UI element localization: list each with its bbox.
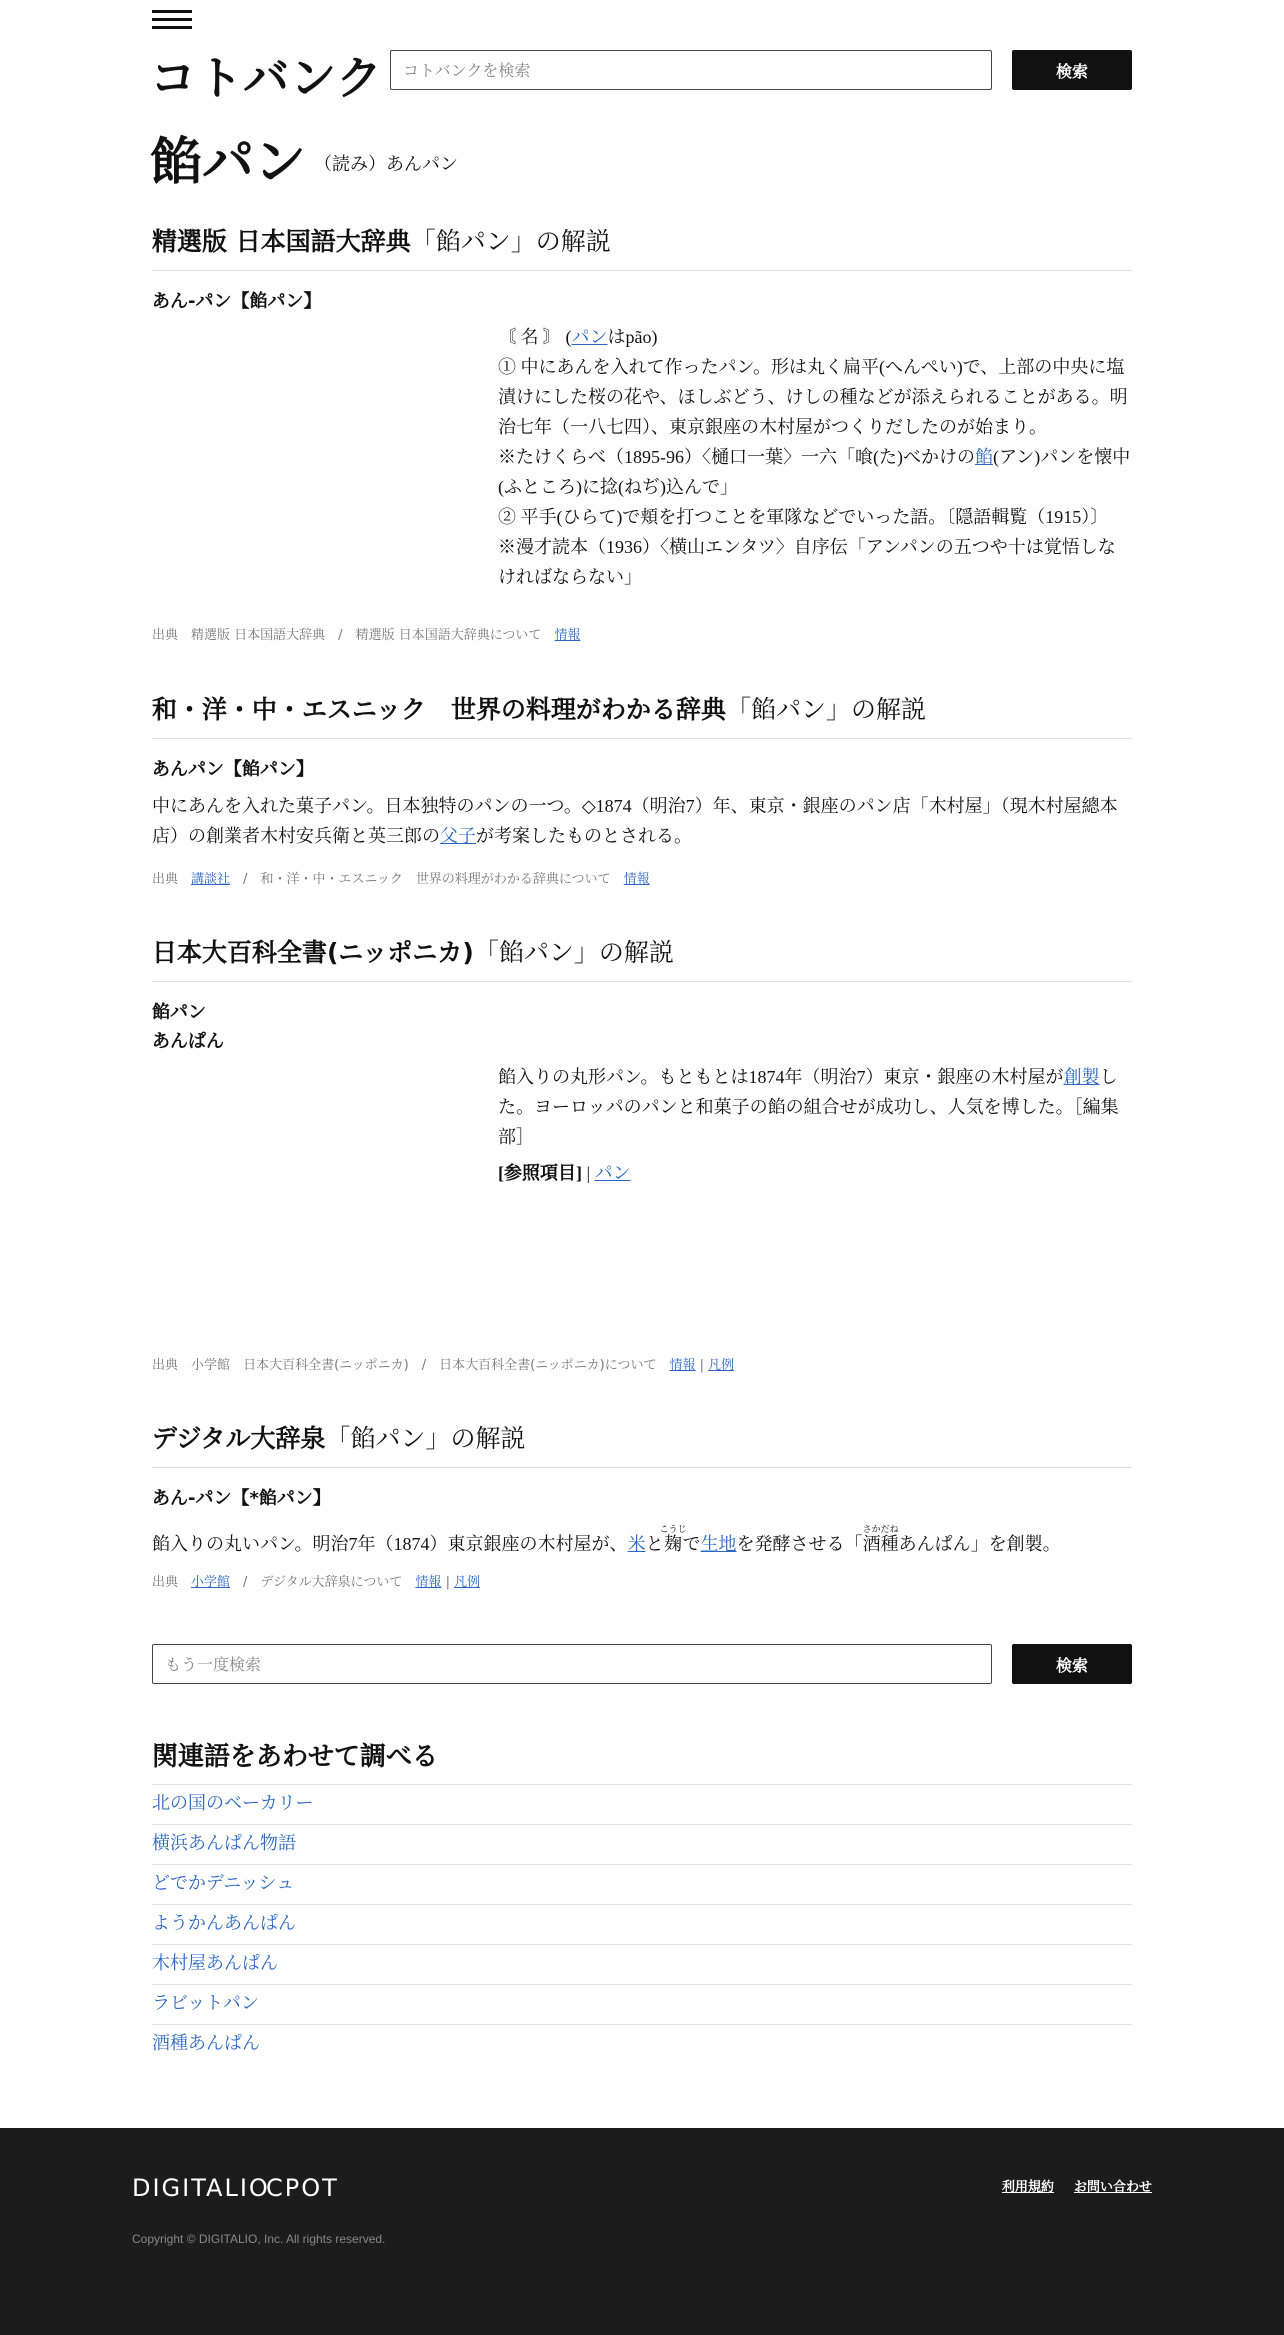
search-button-bottom[interactable]: 検索 [1012, 1644, 1132, 1684]
source-info-link[interactable]: 情報 [415, 1575, 442, 1590]
body-text: した。ヨーロッパのパンと和菓子の餡の組合せが成功し、人気を博した。 [498, 1067, 1118, 1117]
related-link[interactable]: 横浜あんぱん物語 [152, 1833, 296, 1854]
terms-link[interactable]: 利用規約 [1002, 2180, 1055, 2195]
link-separator: | [695, 1358, 709, 1373]
pos-text: 〘 名 〙 ( [498, 327, 572, 347]
publisher-link[interactable]: 小学館 [191, 1575, 231, 1590]
body-paragraph [498, 1062, 1132, 1152]
example-text: (アン)パンを懐中(ふところ)に捻(ねぢ)込んで」 [498, 447, 1131, 497]
body-text: で [682, 1534, 701, 1554]
cpot-logo[interactable]: CPOT [266, 2174, 339, 2202]
link-fushi[interactable]: 父子 [440, 826, 476, 846]
source-name: 精選版 日本国語大辞典 [191, 628, 326, 643]
link-pan-ref[interactable]: パン [594, 1163, 631, 1183]
body-text: を発酵させる「 [736, 1534, 863, 1554]
search-button[interactable]: 検索 [1012, 50, 1132, 90]
footer [0, 2128, 1284, 2335]
entry-body [498, 322, 1132, 592]
related-list [152, 1784, 1132, 2064]
link-pan[interactable]: パン [571, 327, 608, 347]
ruby-kouji [659, 1524, 687, 1554]
ruby-text: こうじ [659, 1524, 687, 1534]
pos-text: はpão) [607, 327, 658, 347]
dictionary-name: 精選版 日本国語大辞典 [152, 227, 411, 256]
reading-label: （読み）あんパン [314, 154, 458, 174]
link-sousei[interactable]: 創製 [1063, 1067, 1100, 1087]
source-line: 出典 小学館 / デジタル大辞泉について 情報 | 凡例 [152, 1575, 481, 1590]
section-title-seisenban [152, 222, 1132, 271]
body-text: 餡入りの丸いパン。明治7年（1874）東京銀座の木村屋が、 [152, 1534, 628, 1554]
body-text: 餡入りの丸形パン。もともとは1874年（明治7）東京・銀座の木村屋が [498, 1067, 1064, 1087]
source-about: 精選版 日本国語大辞典について [355, 628, 542, 643]
body-text: 中にあんを入れた菓子パン。日本独特のパンの一つ。◇1874（明治7）年、東京・銀座のパン店「木村屋」（現木村屋總本店）の創業者木村安兵衛と英三郎の [152, 796, 1118, 846]
legend-link[interactable]: 凡例 [708, 1358, 735, 1373]
source-info-link[interactable]: 情報 [554, 628, 581, 643]
source-line: 出典 講談社 / 和・洋・中・エスニック 世界の料理がわかる辞典について 情報 [152, 872, 650, 887]
definition-1: ① 中にあんを入れて作ったパン。形は丸く扁平(へんぺい)で、上部の中央に塩漬けにした桜の花や、ほしぶどう、けしの種などが添えられることがある。明治七年（一八七四）、東京銀座の木村屋がつくりだしたのが始まり。 [498, 357, 1128, 437]
reference-label: [参照項目] [498, 1163, 582, 1183]
reference-items [498, 1158, 1132, 1188]
related-item [152, 1824, 1132, 1864]
source-info-link[interactable]: 情報 [669, 1358, 696, 1373]
part-of-speech [498, 322, 1132, 352]
site-logo[interactable]: コトバンク [150, 51, 384, 105]
related-link[interactable]: どでかデニッシュ [152, 1873, 295, 1894]
section-title-nipponica [152, 933, 1132, 982]
source-label: 出典 [152, 1575, 179, 1590]
source-line: 出典 小学館 日本大百科全書(ニッポニカ) / 日本大百科全書(ニッポニカ)について 情報 | 凡例 [152, 1358, 735, 1373]
entry-heading: 餡パン [152, 1002, 206, 1023]
dictionary-name: 和・洋・中・エスニック 世界の料理がわかる辞典 [152, 695, 727, 724]
source-label: 出典 [152, 872, 179, 887]
entry-heading: あん‐パン【*餡パン】 [152, 1488, 331, 1509]
search-input[interactable] [390, 50, 992, 90]
entry-heading: あん‐パン【餡パン】 [152, 291, 322, 312]
source-line: 出典 精選版 日本国語大辞典 / 精選版 日本国語大辞典について 情報 [152, 628, 581, 643]
entry-body [498, 1062, 1132, 1188]
section-title-suffix: 「餡パン」の解説 [325, 1424, 526, 1453]
related-link[interactable]: 北の国のベーカリー [152, 1793, 314, 1814]
ruby-sakadane [862, 1524, 899, 1554]
source-label: 出典 [152, 1358, 179, 1373]
related-item [152, 2024, 1132, 2064]
example-1 [498, 442, 1132, 502]
link-an[interactable]: 餡 [974, 447, 993, 467]
entry-heading: あんパン【餡パン】 [152, 759, 314, 780]
section-title-suffix: 「餡パン」の解説 [410, 227, 611, 256]
related-item [152, 1984, 1132, 2024]
link-kiji[interactable]: 生地 [700, 1534, 737, 1554]
related-item [152, 1944, 1132, 1984]
section-title-suffix: 「餡パン」の解説 [726, 695, 927, 724]
editor-note: ［編集部］ [498, 1097, 1119, 1147]
source-label: 出典 [152, 628, 179, 643]
section-title-suffix: 「餡パン」の解説 [473, 938, 674, 967]
example-2: ※漫才読本（1936）〈横山エンタツ〉自序伝「アンパンの五つや十は覚悟しなければならない」 [498, 537, 1116, 587]
entry-body [152, 791, 1132, 851]
copyright: Copyright © DIGITALIO, Inc. All rights reserved. [132, 2232, 386, 2246]
related-link[interactable]: 木村屋あんぱん [152, 1953, 278, 1974]
source-about: デジタル大辞泉について [260, 1575, 403, 1590]
source-about: 日本大百科全書(ニッポニカ)について [439, 1358, 657, 1373]
source-name: 日本大百科全書(ニッポニカ) [243, 1358, 409, 1373]
menu-icon[interactable] [152, 10, 192, 32]
legend-link[interactable]: 凡例 [454, 1575, 481, 1590]
publisher: 小学館 [191, 1358, 231, 1373]
digitalio-logo[interactable]: DIGITALIO [132, 2174, 270, 2202]
link-separator: | [441, 1575, 455, 1590]
section-title-daijisen [152, 1419, 1132, 1468]
related-link[interactable]: 酒種あんぱん [152, 2033, 260, 2054]
source-about: 和・洋・中・エスニック 世界の料理がわかる辞典について [260, 872, 611, 887]
section-title-ryouri [152, 690, 1132, 739]
body-text: と [645, 1534, 664, 1554]
example-text: ※たけくらべ（1895‐96）〈樋口一葉〉一六「喰(た)べかけの [498, 447, 975, 467]
body-text: あんぱん」を創製。 [898, 1534, 1061, 1554]
ref-separator: | [582, 1163, 595, 1183]
dictionary-name: 日本大百科全書(ニッポニカ) [152, 938, 474, 967]
related-link[interactable]: ラビットパン [152, 1993, 259, 2014]
link-kome[interactable]: 米 [627, 1534, 646, 1554]
related-item [152, 1784, 1132, 1824]
ruby-base: 麹 [659, 1534, 687, 1554]
definition-2: ② 平手(ひらて)で頬を打つことを軍隊などでいった語。〔隠語輯覧（1915）〕 [498, 507, 1109, 527]
related-link[interactable]: ようかんあんぱん [152, 1913, 296, 1934]
ruby-text: さかだね [862, 1524, 899, 1534]
related-item [152, 1904, 1132, 1944]
related-item [152, 1864, 1132, 1904]
related-title: 関連語をあわせて調べる [152, 1742, 439, 1772]
ruby-base: 酒種 [862, 1534, 899, 1554]
entry-heading-reading: あんぱん [152, 1031, 224, 1052]
page-title: 餡パン [150, 133, 307, 193]
dictionary-name: デジタル大辞泉 [152, 1424, 326, 1453]
entry-body [152, 1524, 1132, 1559]
body-text: が考案したものとされる。 [476, 826, 692, 846]
contact-link[interactable]: お問い合わせ [1074, 2180, 1153, 2195]
source-info-link[interactable]: 情報 [623, 872, 650, 887]
publisher-link[interactable]: 講談社 [191, 872, 231, 887]
search-input-bottom[interactable] [152, 1644, 992, 1684]
